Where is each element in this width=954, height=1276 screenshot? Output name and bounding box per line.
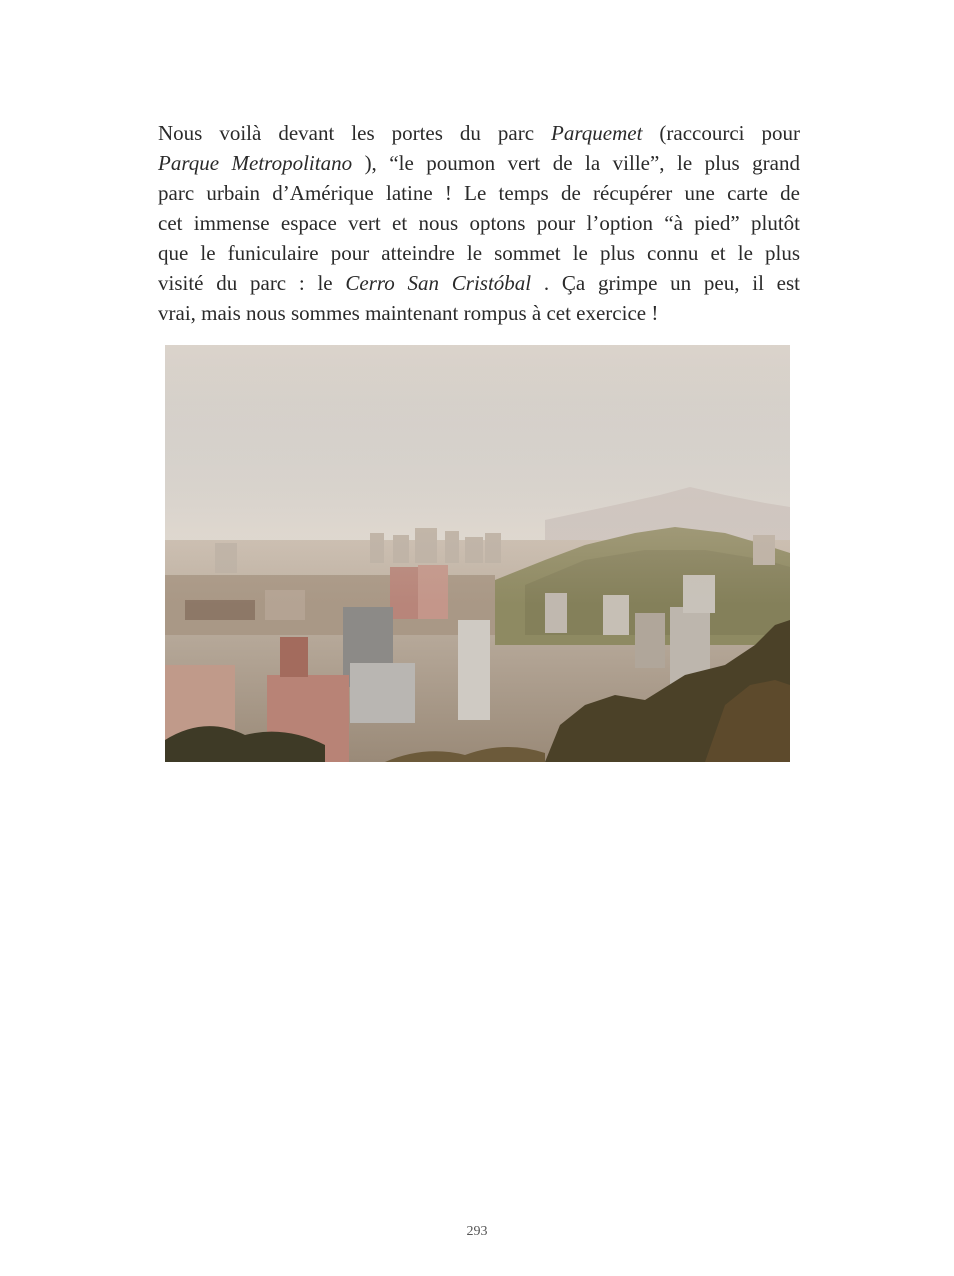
paragraph-line bbox=[158, 268, 800, 298]
santiago-city-photo bbox=[165, 345, 790, 762]
paragraph-line bbox=[158, 148, 800, 178]
body-paragraph bbox=[158, 118, 800, 328]
paragraph-line bbox=[158, 118, 800, 148]
photo-illustration bbox=[165, 345, 790, 762]
paragraph-line: cet immense espace vert et nous optons pour l’option “à pied” plutôt bbox=[158, 211, 800, 235]
text-run: Nous voilà devant les portes du parc bbox=[158, 121, 552, 145]
text-run: (raccourci pour bbox=[642, 121, 800, 145]
page-number: 293 bbox=[466, 1224, 488, 1239]
paragraph-line: parc urbain d’Amérique latine ! Le temps de récupérer une carte de bbox=[158, 181, 800, 205]
paragraph-line: vrai, mais nous sommes maintenant rompus à cet exercice ! bbox=[158, 301, 659, 325]
paragraph-line: que le funiculaire pour atteindre le sommet le plus connu et le plus bbox=[158, 241, 800, 265]
text-run: ), “le poumon vert de la ville”, le plus grand bbox=[352, 151, 800, 175]
hill-name-italic: Cerro San Cristóbal bbox=[345, 271, 532, 295]
park-name-italic: Parquemet bbox=[551, 121, 643, 145]
text-run: visité du parc : le bbox=[158, 271, 346, 295]
text-run: . Ça grimpe un peu, il est bbox=[531, 271, 800, 295]
park-fullname-italic: Parque Metropolitano bbox=[158, 151, 353, 175]
